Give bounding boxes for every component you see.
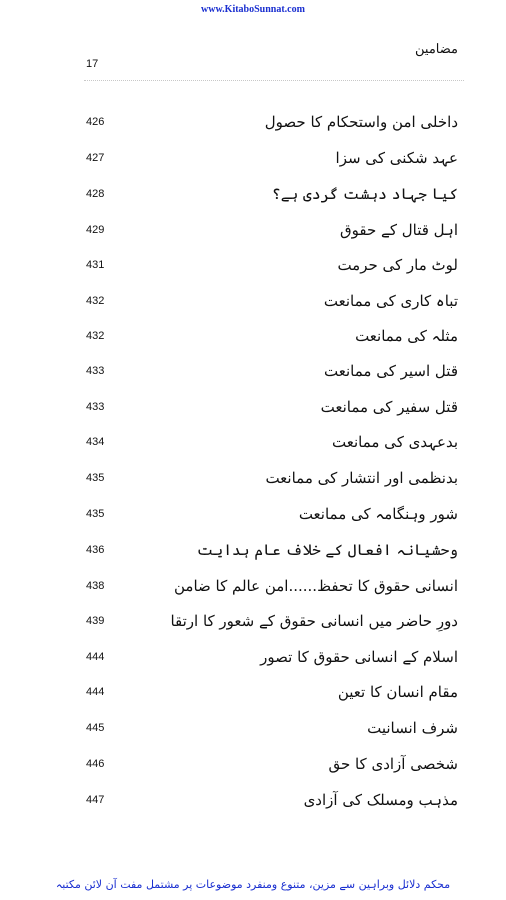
- toc-entry-page: 435: [86, 508, 105, 520]
- toc-entry-page: 444: [86, 651, 105, 663]
- toc-entry: [0, 287, 506, 317]
- header-page-number: 17: [86, 58, 99, 70]
- toc-entry-title: عہد شکنی کی سزا: [335, 149, 458, 167]
- toc-entry-page: 431: [86, 259, 105, 271]
- toc-entry-title: شخصی آزادی کا حق: [328, 755, 458, 773]
- toc-entry: [0, 251, 506, 281]
- toc-entry-page: 429: [86, 224, 105, 236]
- toc-entry-page: 433: [86, 401, 105, 413]
- toc-entry-title: تباہ کاری کی ممانعت: [323, 292, 458, 310]
- toc-entry-title: لوٹ مار کی حرمت: [337, 256, 458, 274]
- toc-entry-title: کیا جہاد دہشت گردی ہے؟: [271, 185, 458, 203]
- toc-entry-page: 438: [86, 580, 105, 592]
- toc-entry-page: 435: [86, 472, 105, 484]
- toc-entry-title: مذہب ومسلک کی آزادی: [303, 791, 458, 809]
- toc-entry-page: 447: [86, 794, 105, 806]
- toc-entry-title: اہل قتال کے حقوق: [340, 221, 458, 239]
- toc-entry-page: 439: [86, 615, 105, 627]
- toc-entry-title: داخلی امن واستحکام کا حصول: [264, 113, 458, 131]
- toc-entry-page: 434: [86, 436, 105, 448]
- header-divider: [84, 80, 464, 81]
- toc-entry: [0, 216, 506, 246]
- footer-tagline: محکم دلائل وبراہین سے مزین، متنوع ومنفرد موضوعات پر مشتمل مفت آن لائن مکتبہ: [55, 878, 451, 891]
- toc-entry-page: 427: [86, 152, 105, 164]
- toc-entry-title: انسانی حقوق کا تحفظ......امن عالم کا ضامن: [174, 577, 458, 595]
- toc-entry-title: قتل سفیر کی ممانعت: [320, 398, 458, 416]
- section-title: مضامین: [415, 42, 458, 57]
- toc-entry: [0, 607, 506, 637]
- toc-entry: [0, 714, 506, 744]
- toc-entry-title: بدعہدی کی ممانعت: [332, 433, 458, 451]
- toc-entry-page: 445: [86, 722, 105, 734]
- toc-entry: [0, 144, 506, 174]
- toc-entry: [0, 108, 506, 138]
- toc-entry-title: دورِ حاضر میں انسانی حقوق کے شعور کا ارتقا: [170, 612, 458, 630]
- toc-entry: [0, 428, 506, 458]
- toc-entry-page: 432: [86, 295, 105, 307]
- toc-entry-title: مقام انسان کا تعین: [337, 683, 458, 701]
- toc-entry: [0, 357, 506, 387]
- toc-entry: [0, 500, 506, 530]
- toc-entry: [0, 464, 506, 494]
- toc-entry-page: 426: [86, 116, 105, 128]
- toc-entry-title: شور وہنگامہ کی ممانعت: [298, 505, 458, 523]
- toc-entry-page: 446: [86, 758, 105, 770]
- toc-entry-title: شرف انسانیت: [367, 719, 458, 737]
- toc-entry: [0, 678, 506, 708]
- toc-entry-title: وحشیانہ افعال کے خلاف عام ہدایت: [196, 541, 458, 559]
- toc-entry-title: مثلہ کی ممانعت: [355, 327, 458, 345]
- toc-entry: [0, 643, 506, 673]
- toc-entry-page: 444: [86, 686, 105, 698]
- toc-entry-title: قتل اسیر کی ممانعت: [324, 362, 458, 380]
- toc-entry-title: اسلام کے انسانی حقوق کا تصور: [260, 648, 458, 666]
- toc-entry: [0, 536, 506, 566]
- toc-entry: [0, 393, 506, 423]
- toc-entry-page: 428: [86, 188, 105, 200]
- toc-entry-title: بدنظمی اور انتشار کی ممانعت: [265, 469, 458, 487]
- toc-entry: [0, 786, 506, 816]
- toc-entry: [0, 180, 506, 210]
- toc-entry: [0, 322, 506, 352]
- toc-entry-page: 436: [86, 544, 105, 556]
- toc-entry-page: 433: [86, 365, 105, 377]
- toc-entry-page: 432: [86, 330, 105, 342]
- toc-entry: [0, 750, 506, 780]
- toc-entry: [0, 572, 506, 602]
- site-url-link[interactable]: www.KitaboSunnat.com: [201, 4, 305, 15]
